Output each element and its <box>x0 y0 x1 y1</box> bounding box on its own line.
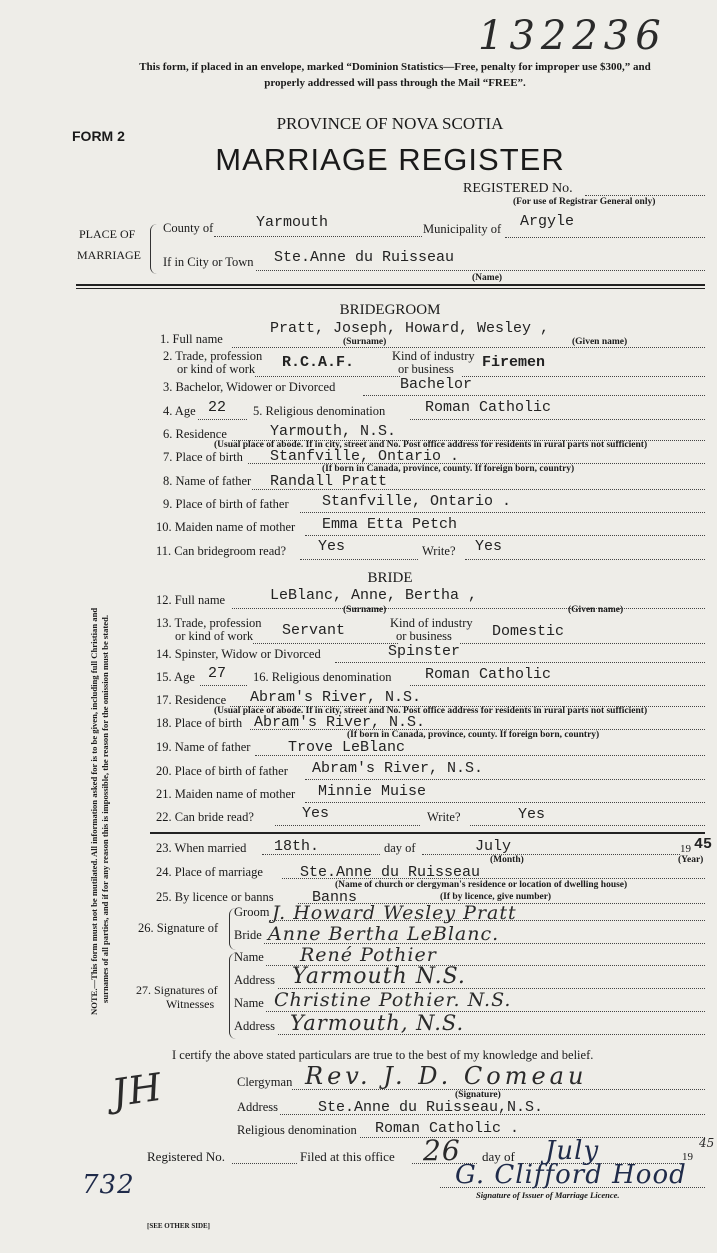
groom-father-birthplace-label: 9. Place of birth of father <box>163 497 289 511</box>
surname-caption: (Surname) <box>343 605 387 615</box>
registered-no-label: REGISTERED No. <box>463 181 573 196</box>
clergyman-religion: Roman Catholic . <box>375 1120 520 1137</box>
residence-caption: (Usual place of abode. If in city, street and No. Post office address for residents in rural parts not sufficient) <box>214 706 648 716</box>
marriage-month: July <box>475 838 512 855</box>
witness-2-address: Yarmouth, N.S. <box>290 1011 465 1035</box>
groom-full-name-label: 1. Full name <box>160 332 223 346</box>
city-value: Ste.Anne du Ruisseau <box>274 249 455 266</box>
line <box>275 825 420 826</box>
clergyman-religion-label: Religious denomination <box>237 1123 357 1137</box>
groom-industry: Firemen <box>482 354 546 371</box>
line <box>410 685 705 686</box>
year-caption: (Year) <box>678 855 704 865</box>
bride-father: Trove LeBlanc <box>288 739 406 756</box>
line <box>198 419 247 420</box>
bride-full-name-label: 12. Full name <box>156 593 226 607</box>
bride-write-label: Write? <box>427 810 461 824</box>
groom-mother-label: 10. Maiden name of mother <box>156 520 296 534</box>
bride-write: Yes <box>518 806 546 823</box>
bride-age-label: 15. Age <box>156 670 195 684</box>
municipality-line <box>505 237 705 238</box>
line <box>253 643 398 644</box>
filed-label: Filed at this office <box>300 1149 395 1164</box>
municipality-value: Argyle <box>520 213 575 230</box>
province-heading: PROVINCE OF NOVA SCOTIA <box>276 114 504 133</box>
bride-read: Yes <box>302 805 330 822</box>
groom-father-label: 8. Name of father <box>163 474 252 488</box>
line <box>305 802 705 803</box>
line <box>255 376 400 377</box>
place-of-marriage-label: 24. Place of marriage <box>156 865 263 879</box>
filed-year-prefix: 19 <box>682 1151 693 1163</box>
line <box>232 608 705 609</box>
clergyman-address-label: Address <box>237 1100 278 1114</box>
surname-caption: (Surname) <box>343 337 387 347</box>
signature-of-label: 26. Signature of <box>138 921 219 935</box>
groom-birthplace-label: 7. Place of birth <box>163 450 243 464</box>
file-number: 132236 <box>478 13 667 59</box>
city-label: If in City or Town <box>163 255 254 269</box>
bride-residence: Abram's River, N.S. <box>250 689 422 706</box>
issuer-caption: Signature of Issuer of Marriage Licence. <box>476 1190 620 1200</box>
when-married-label: 23. When married <box>156 841 247 855</box>
clergyman-signature: Rev. J. D. Comeau <box>305 1062 588 1090</box>
registered-no-line <box>585 195 705 196</box>
county-label: County of <box>163 221 214 235</box>
groom-industry-label: Kind of industry <box>392 349 475 363</box>
side-note-line-1: NOTE.—This form must not be mutilated. All information asked for is to be given, including full Christian and <box>89 607 99 1015</box>
bride-age: 27 <box>208 665 227 682</box>
bride-heading: BRIDE <box>367 570 413 586</box>
bride-signature: Anne Bertha LeBlanc. <box>268 923 500 945</box>
registrar-initials: JH <box>109 1064 166 1116</box>
line <box>232 1163 297 1164</box>
bride-father-birthplace-label: 20. Place of birth of father <box>156 764 288 778</box>
residence-caption: (Usual place of abode. If in city, street and No. Post office address for residents in rural parts not sufficient) <box>214 440 648 450</box>
line <box>232 347 705 348</box>
groom-status-label: 3. Bachelor, Widower or Divorced <box>163 380 336 394</box>
day-of-label: day of <box>384 841 416 855</box>
birth-caption: (If born in Canada, province, county. If foreign born, country) <box>322 464 575 474</box>
page-title: MARRIAGE REGISTER <box>215 142 565 177</box>
groom-full-name: Pratt, Joseph, Howard, Wesley , <box>270 320 550 337</box>
filed-month: July <box>545 1136 600 1166</box>
bride-full-name: LeBlanc, Anne, Bertha , <box>270 587 478 604</box>
bride-industry-label-2: or business <box>396 629 452 643</box>
line <box>410 419 705 420</box>
groom-religion-label: 5. Religious denomination <box>253 404 386 418</box>
bride-industry-label: Kind of industry <box>390 616 473 630</box>
witness-2-name-label: Name <box>234 996 264 1010</box>
clergyman-address: Ste.Anne du Ruisseau,N.S. <box>318 1099 544 1116</box>
witness-label-2: Witnesses <box>166 997 215 1011</box>
line <box>360 1137 705 1138</box>
county-value: Yarmouth <box>256 214 329 231</box>
side-note-line-2: surnames of all parties, and if for any reason this is impossible, the reason for the omission must be stated. <box>100 614 110 1003</box>
groom-age: 22 <box>208 399 227 416</box>
line <box>460 643 705 644</box>
city-caption: (Name) <box>472 273 503 283</box>
bride-read-label: 22. Can bride read? <box>156 810 254 824</box>
certification-text: I certify the above stated particulars are true to the best of my knowledge and belief. <box>172 1048 594 1062</box>
see-other-side: [SEE OTHER SIDE] <box>147 1222 211 1230</box>
postal-notice-2: properly addressed will pass through the Mail “FREE”. <box>264 77 526 89</box>
birth-caption: (If born in Canada, province, county. If foreign born, country) <box>347 730 600 740</box>
licence-caption: (If by licence, give number) <box>440 892 552 902</box>
issuer-signature: G. Clifford Hood <box>455 1160 687 1190</box>
place-brace <box>150 224 157 274</box>
margin-number: 732 <box>82 1170 135 1200</box>
line <box>335 662 705 663</box>
double-rule-bottom <box>76 288 705 289</box>
place-of-marriage-caption: (Name of church or clergyman's residence or location of dwelling house) <box>335 880 628 890</box>
marriage-year: 45 <box>694 836 713 853</box>
line <box>300 559 418 560</box>
clergyman-label: Clergyman <box>237 1075 293 1089</box>
place-label-1: PLACE OF <box>79 227 136 241</box>
bride-trade-label: 13. Trade, profession <box>156 616 262 630</box>
filed-day-of-label: day of <box>482 1149 515 1164</box>
groom-read: Yes <box>318 538 346 555</box>
witness-2-address-label: Address <box>234 1019 275 1033</box>
witness-1-name-label: Name <box>234 950 264 964</box>
bride-trade: Servant <box>282 622 346 639</box>
groom-write-label: Write? <box>422 544 456 558</box>
given-name-caption: (Given name) <box>572 337 628 347</box>
line <box>465 559 705 560</box>
groom-birthplace: Stanfville, Ontario . <box>270 448 460 465</box>
signature-caption: (Signature) <box>455 1090 501 1100</box>
witness-2-name: Christine Pothier. N.S. <box>274 989 512 1011</box>
witness-1-address: Yarmouth N.S. <box>292 964 466 989</box>
groom-residence-label: 6. Residence <box>163 427 227 441</box>
bride-father-birthplace: Abram's River, N.S. <box>312 760 484 777</box>
groom-status: Bachelor <box>400 376 473 393</box>
city-line <box>256 270 705 271</box>
year-prefix: 19 <box>680 843 691 855</box>
municipality-label: Municipality of <box>423 222 502 236</box>
bride-trade-label-2: or kind of work <box>175 629 254 643</box>
bride-status-label: 14. Spinster, Widow or Divorced <box>156 647 321 661</box>
groom-trade-label: 2. Trade, profession <box>163 349 263 363</box>
bride-industry: Domestic <box>492 623 565 640</box>
groom-trade: R.C.A.F. <box>282 354 355 371</box>
groom-signature: J. Howard Wesley Pratt <box>272 902 517 924</box>
groom-signature-label: Groom <box>234 905 270 919</box>
given-name-caption: (Given name) <box>568 605 624 615</box>
groom-industry-label-2: or business <box>398 362 454 376</box>
line <box>422 854 680 855</box>
marriage-place: Ste.Anne du Ruisseau <box>300 864 481 881</box>
bride-father-label: 19. Name of father <box>156 740 251 754</box>
groom-read-label: 11. Can bridegroom read? <box>156 544 287 558</box>
line <box>305 535 705 536</box>
bride-residence-label: 17. Residence <box>156 693 227 707</box>
witness-label: 27. Signatures of <box>136 983 218 997</box>
filed-day: 26 <box>423 1134 461 1167</box>
groom-father: Randall Pratt <box>270 473 388 490</box>
section-rule <box>150 832 705 834</box>
groom-mother: Emma Etta Petch <box>322 516 458 533</box>
bride-mother: Minnie Muise <box>318 783 427 800</box>
groom-father-birthplace: Stanfville, Ontario . <box>322 493 512 510</box>
line <box>363 395 705 396</box>
bridegroom-heading: BRIDEGROOM <box>339 302 441 318</box>
groom-residence: Yarmouth, N.S. <box>270 423 397 440</box>
place-label-2: MARRIAGE <box>77 248 142 262</box>
licence-banns: Banns <box>312 889 358 906</box>
month-caption: (Month) <box>490 855 524 865</box>
bride-religion-label: 16. Religious denomination <box>253 670 392 684</box>
postal-notice-1: This form, if placed in an envelope, marked “Dominion Statistics—Free, penalty for improper use $300,” and <box>139 61 651 73</box>
county-line <box>214 236 422 237</box>
groom-trade-label-2: or kind of work <box>177 362 256 376</box>
registered-no-caption: (For use of Registrar General only) <box>513 197 656 207</box>
bride-mother-label: 21. Maiden name of mother <box>156 787 296 801</box>
groom-write: Yes <box>475 538 503 555</box>
witness-1-name: René Pothier <box>300 944 437 966</box>
line <box>470 825 705 826</box>
form-label: FORM 2 <box>72 128 125 144</box>
bride-status: Spinster <box>388 643 461 660</box>
line <box>200 685 247 686</box>
bride-birthplace: Abram's River, N.S. <box>254 714 426 731</box>
marriage-day: 18th. <box>274 838 320 855</box>
groom-religion: Roman Catholic <box>425 399 552 416</box>
double-rule-top <box>76 284 705 286</box>
line <box>462 376 705 377</box>
bride-signature-label: Bride <box>234 928 262 942</box>
filing-registered-label: Registered No. <box>147 1149 225 1164</box>
bride-religion: Roman Catholic <box>425 666 552 683</box>
line <box>300 512 705 513</box>
line <box>305 779 705 780</box>
witness-1-address-label: Address <box>234 973 275 987</box>
licence-banns-label: 25. By licence or banns <box>156 890 274 904</box>
filed-year: 45 <box>699 1136 715 1150</box>
groom-age-label: 4. Age <box>163 404 196 418</box>
bride-birthplace-label: 18. Place of birth <box>156 716 243 730</box>
